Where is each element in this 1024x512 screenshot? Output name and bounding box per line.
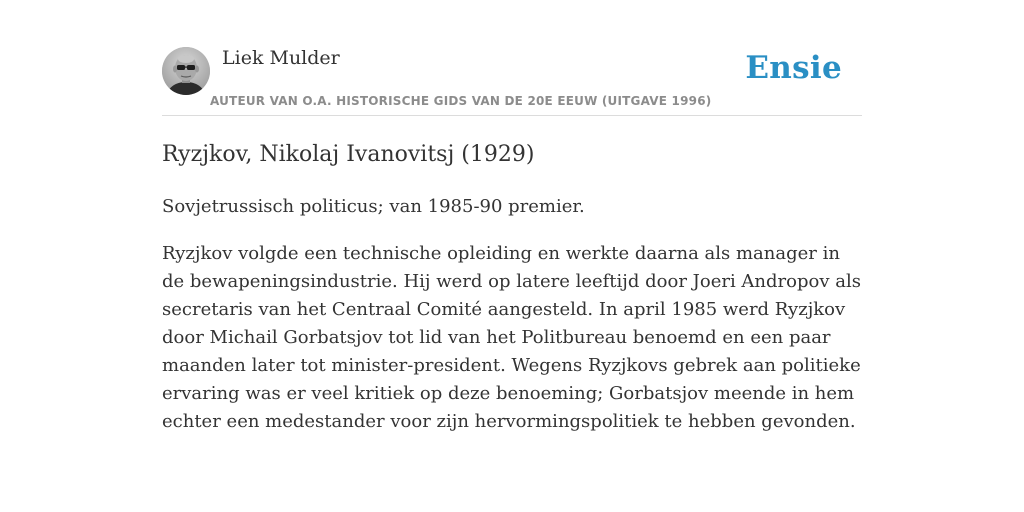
article-body: Ryzjkov volgde een technische opleiding en werkte daarna als manager in de bewapeningsindustrie. Hij werd op latere leeftijd door Joeri Andropov als secretaris van het Centraal Comité aangesteld. In april 1985 werd Ryzjkov door Michail Gorbatsjov tot lid van het Politbureau benoemd en een paar maanden later tot minister-president. Wegens Ryzjkovs gebrek aan politieke ervaring was er veel kritiek op deze benoeming; Gorbatsjov meende in hem echter een medestander voor zijn hervormingspolitiek te hebben gevonden. — [162, 243, 861, 432]
ensie-logo[interactable]: Ensie — [745, 50, 842, 86]
article-card — [162, 44, 862, 436]
article-lead: Sovjetrussisch politicus; van 1985-90 premier. — [162, 196, 585, 217]
author-description: AUTEUR VAN O.A. HISTORISCHE GIDS VAN DE 20E EEUW (UITGAVE 1996) — [210, 94, 712, 108]
author-photo — [162, 47, 210, 95]
author-name[interactable]: Liek Mulder — [222, 47, 340, 69]
article-title: Ryzjkov, Nikolaj Ivanovitsj (1929) — [162, 142, 535, 167]
author-avatar[interactable] — [162, 47, 210, 95]
author-header — [162, 44, 862, 116]
